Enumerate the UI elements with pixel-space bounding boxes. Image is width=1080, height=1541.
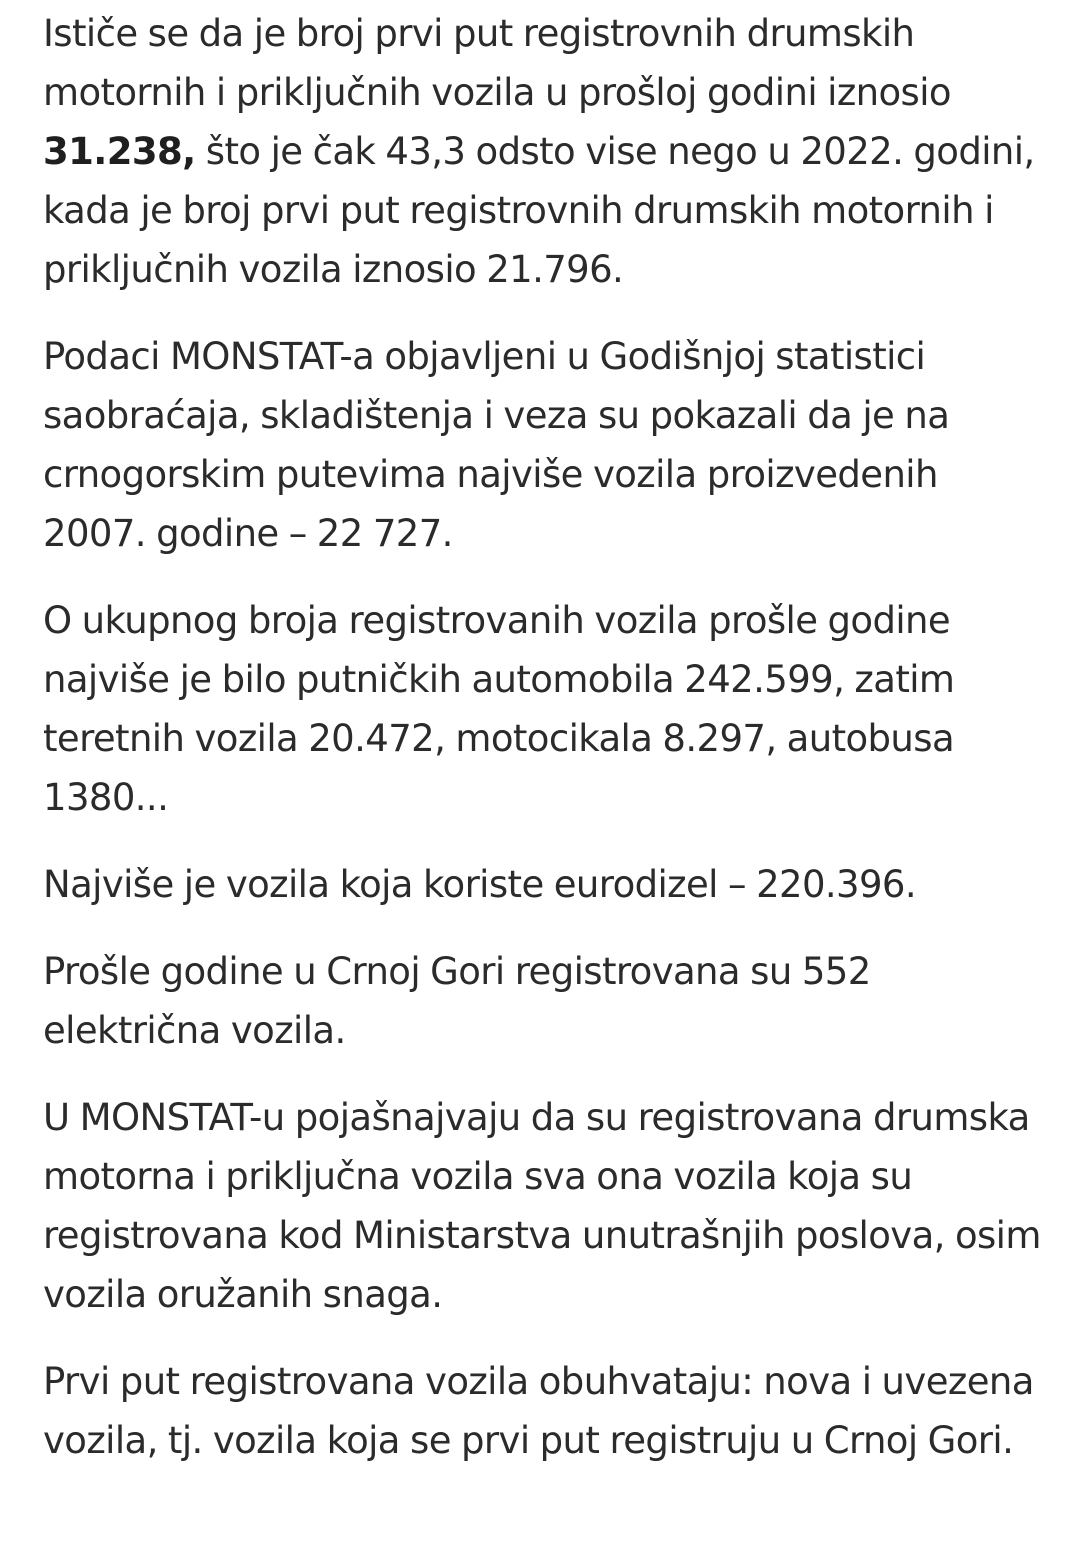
- article-paragraph-6: U MONSTAT-u pojašnajvaju da su registrovana drumska motorna i priključna vozila sva ona vozila koja su registrovana kod Ministarstva unutrašnjih poslova, osim vozila oružanih snaga.: [43, 1096, 1041, 1316]
- article-paragraph-5: Prošle godine u Crnoj Gori registrovana su 552 električna vozila.: [43, 950, 871, 1052]
- article-paragraph-3: O ukupnog broja registrovanih vozila prošle godine najviše je bilo putničkih automobila 242.599, zatim teretnih vozila 20.472, motocikala 8.297, autobusa 1380...: [43, 599, 955, 819]
- article-paragraph-7: Prvi put registrovana vozila obuhvataju: nova i uvezena vozila, tj. vozila koja se prvi put registruju u Crnoj Gori.: [43, 1360, 1034, 1462]
- article-paragraph-1: [43, 4, 1042, 299]
- article-paragraph-4: Najviše je vozila koja koriste eurodizel – 220.396.: [43, 863, 917, 906]
- paragraph-1-text-before: Ističe se da je broj prvi put registrovnih drumskih motornih i priključnih vozila u prošloj godini iznosio: [43, 12, 951, 114]
- article-paragraph-2: Podaci MONSTAT-a objavljeni u Godišnjoj statistici saobraćaja, skladištenja i veza su pokazali da je na crnogorskim putevima najviše vozila proizvedenih 2007. godine – 22 727.: [43, 335, 950, 555]
- paragraph-1-bold-number: 31.238,: [43, 130, 196, 173]
- paragraph-1-text-after: što je čak 43,3 odsto vise nego u 2022. godini, kada je broj prvi put registrovnih drumskih motornih i priključnih vozila iznosio 21.796.: [43, 130, 1035, 291]
